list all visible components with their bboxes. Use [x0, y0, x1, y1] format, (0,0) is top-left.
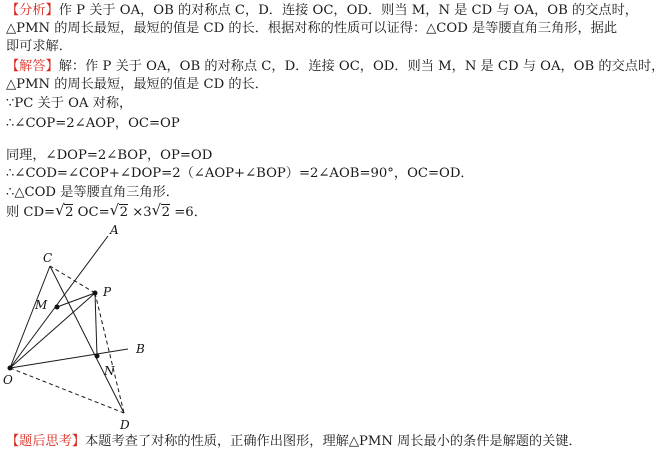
label-a: A [110, 223, 119, 237]
solution-text-1: 解：作 P 关于 OA，OB 的对称点 C，D．连接 OC，OD．则当 M，N 是 CD 与 OA，OB 的交点时， [58, 59, 665, 74]
segment-pd [95, 293, 124, 413]
segment-pn [95, 293, 97, 356]
reflection-tag: 【题后思考】 [6, 434, 86, 449]
solution-line-2: △PMN 的周长最短，最短的值是 CD 的长． [6, 77, 268, 92]
sqrt-1: √ 2 [56, 204, 73, 221]
label-m: M [35, 298, 48, 312]
segment-oc [10, 266, 50, 368]
times-3: ×3 [128, 205, 152, 220]
point-o [8, 366, 13, 371]
reflection-text: 本题考查了对称的性质，正确作出图形，理解△PMN 周长最小的条件是解题的关键． [85, 434, 582, 449]
solution-line-7: ∴△COD 是等腰直角三角形． [6, 185, 179, 200]
solution-line-5: 同理，∠DOP=2∠BOP，OP=OD [6, 148, 213, 163]
label-b: B [136, 342, 145, 356]
analysis-tag: 【分析】 [6, 3, 59, 18]
result: =6． [170, 205, 207, 220]
point-p [93, 291, 98, 296]
label-n: N [104, 364, 115, 378]
cd-label: 则 CD= [6, 205, 56, 220]
analysis-text-1: 作 P 关于 OA，OB 的对称点 C，D．连接 OC，OD．则当 M，N 是 CD 与 OA，OB 的交点时， [58, 3, 638, 18]
reflection-line [6, 433, 582, 450]
sqrt-3: √ 2 [153, 204, 170, 221]
segment-pm [57, 293, 95, 307]
oc-label: OC= [73, 205, 110, 220]
analysis-line-2: △PMN 的周长最短，最短的值是 CD 的长．根据对称的性质可以证得：△COD 是等腰直角三角形，据此 [6, 21, 618, 36]
solution-tag: 【解答】 [6, 59, 59, 74]
label-p: P [103, 285, 112, 299]
label-c: C [43, 251, 53, 265]
solution-line-3: ∵PC 关于 OA 对称， [6, 96, 133, 111]
solution-line-6: ∴∠COD=∠COP+∠DOP=2（∠AOP+∠BOP）=2∠AOB=90°，OC=OD． [6, 166, 474, 181]
sqrt-2: √ 2 [111, 204, 128, 221]
ray-oa [10, 236, 108, 368]
solution-line-4: ∴∠COP=2∠AOP，OC=OP [6, 116, 180, 131]
analysis-line-3: 即可求解． [6, 39, 72, 54]
point-m [55, 305, 60, 310]
point-n [95, 354, 100, 359]
label-d: D [120, 418, 130, 432]
label-o: O [3, 373, 13, 387]
